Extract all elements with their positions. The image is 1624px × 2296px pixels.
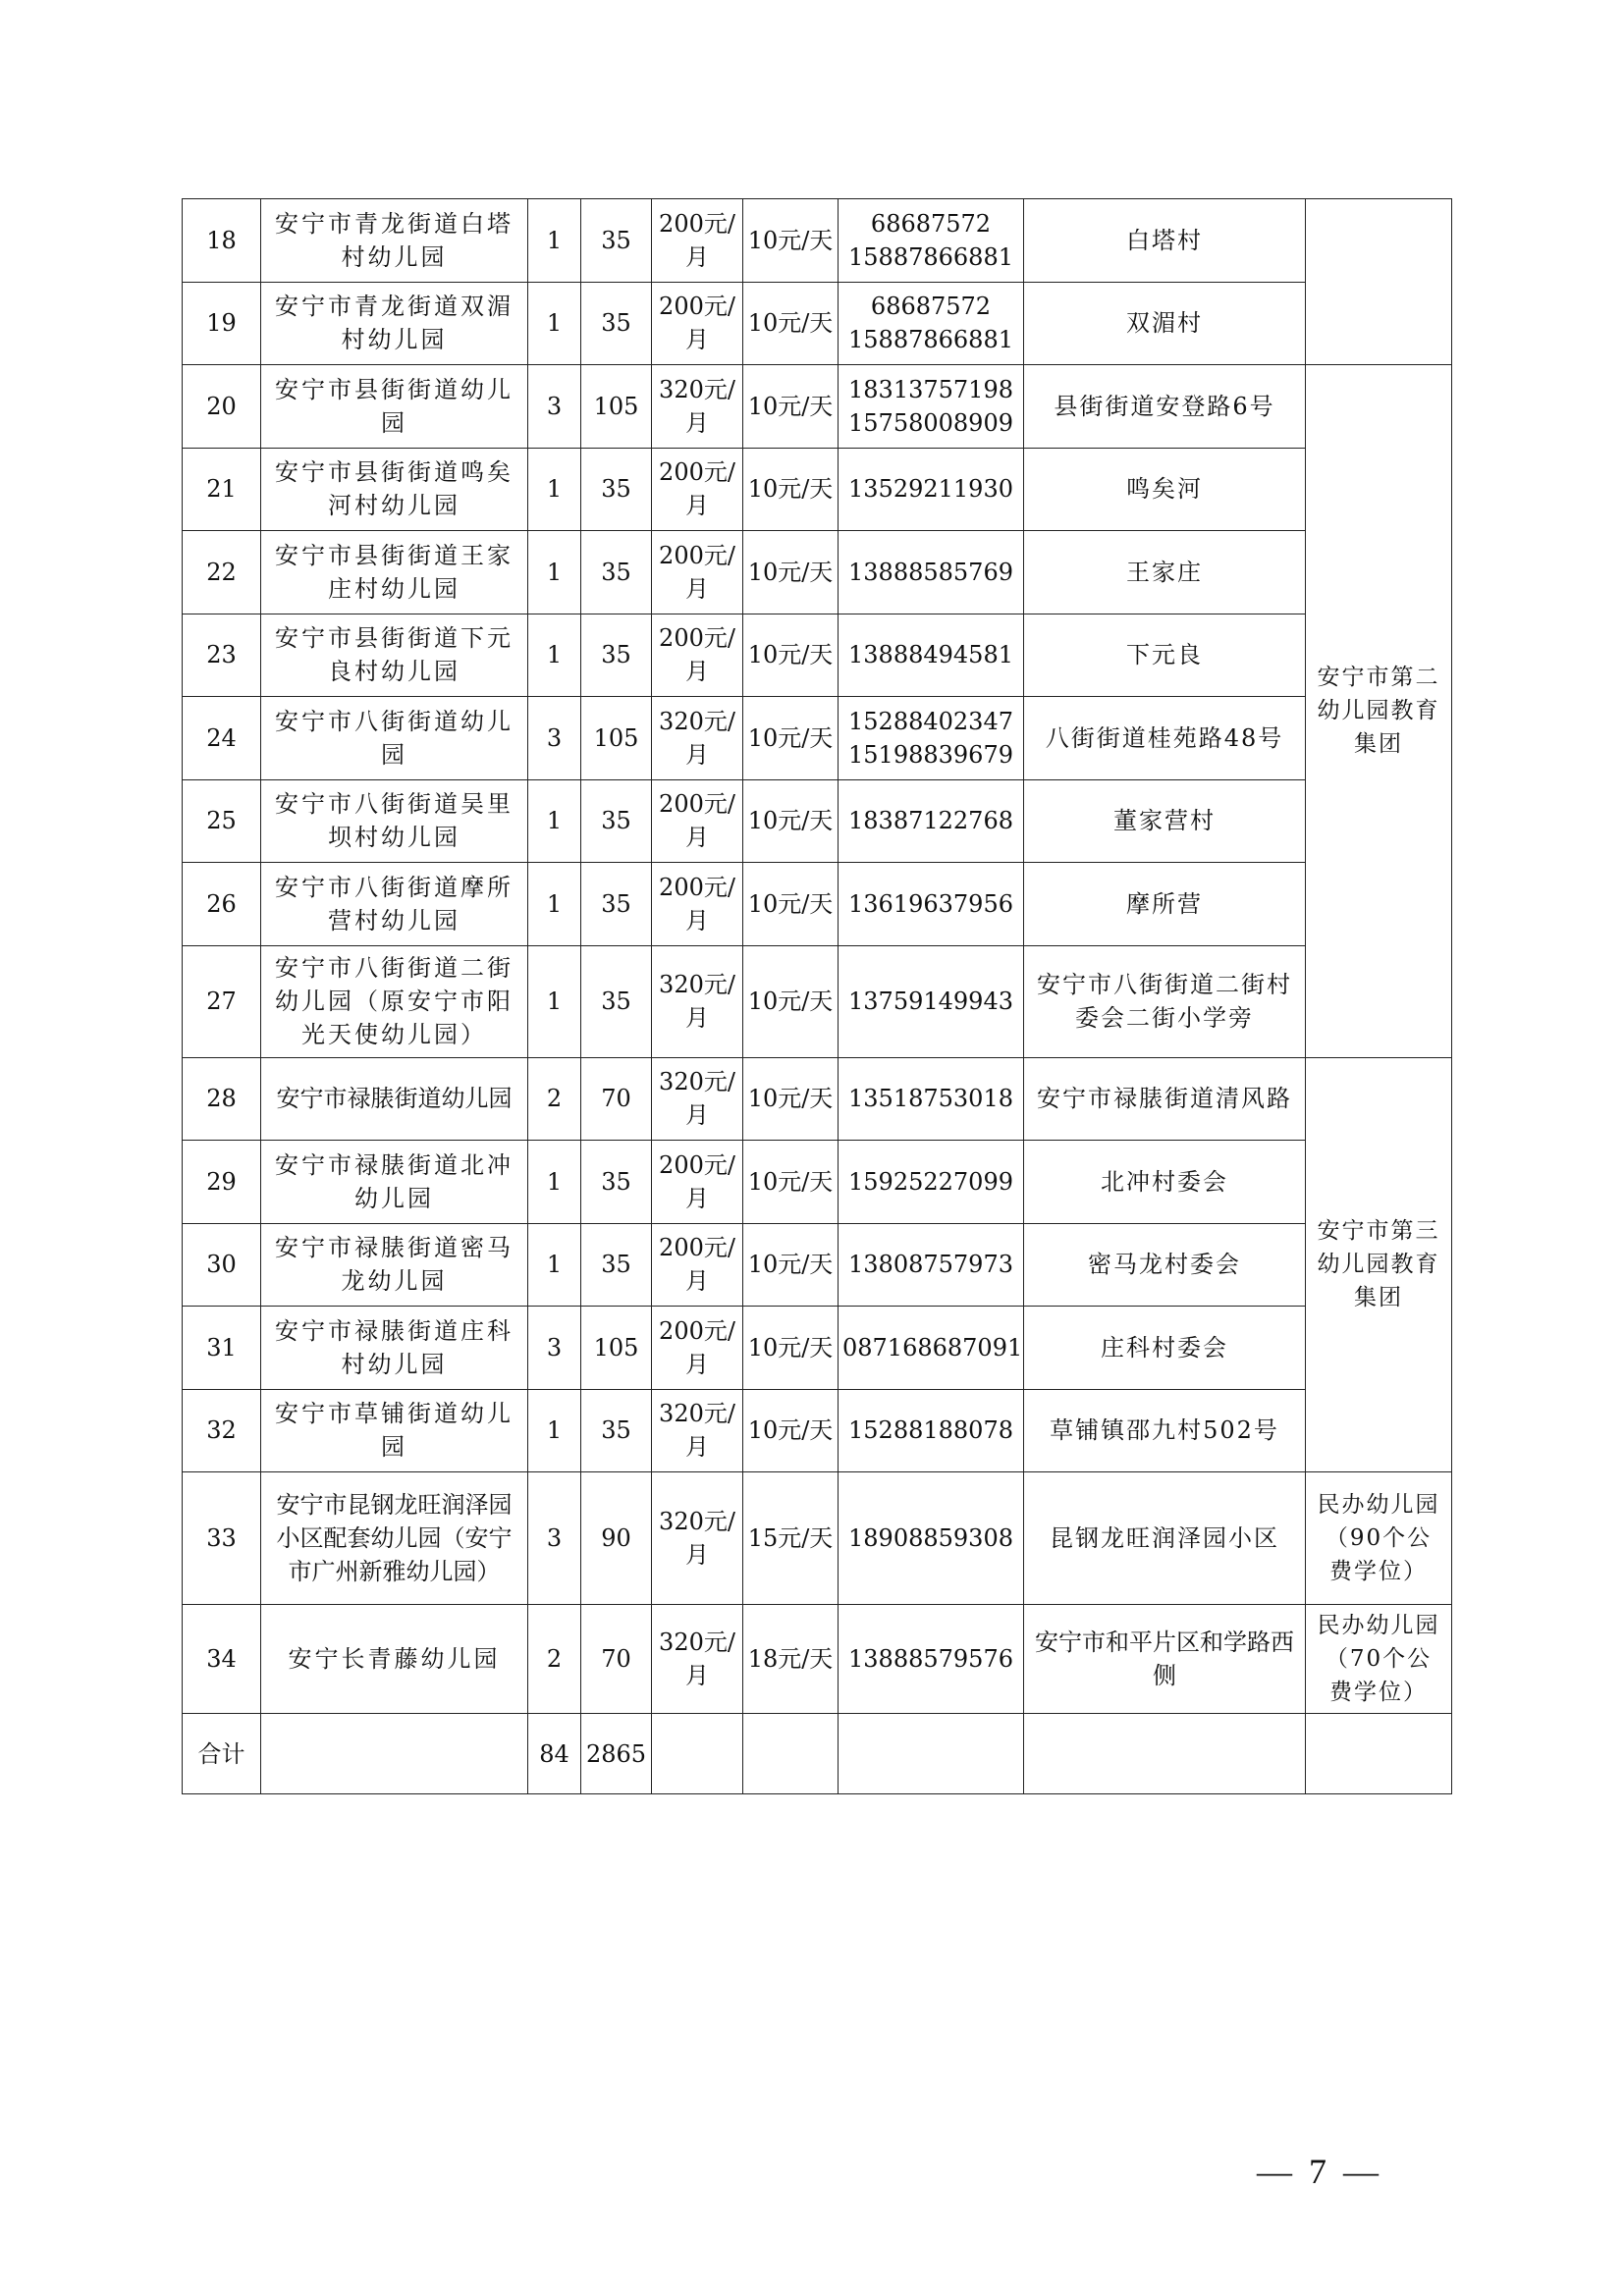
row-number: 21 — [183, 448, 261, 531]
monthly-fee: 200元/月 — [652, 614, 743, 697]
kindergarten-name: 安宁市禄脿街道密马龙幼儿园 — [261, 1223, 528, 1307]
address: 安宁市八街街道二街村委会二街小学旁 — [1024, 945, 1306, 1057]
address: 安宁市禄脿街道清风路 — [1024, 1057, 1306, 1141]
table-row — [183, 614, 1452, 697]
class-count: 1 — [528, 199, 581, 283]
table-row — [183, 282, 1452, 365]
phone-number: 15288188078 — [848, 1416, 1013, 1445]
row-number: 19 — [183, 282, 261, 365]
class-count: 2 — [528, 1057, 581, 1141]
table-row — [183, 1389, 1452, 1472]
page-number: — 7 — — [1257, 2152, 1382, 2191]
row-number: 30 — [183, 1223, 261, 1307]
contact-phone — [839, 1472, 1024, 1605]
phone-number: 15925227099 — [848, 1167, 1013, 1196]
meal-fee: 10元/天 — [743, 531, 839, 614]
table-row — [183, 1057, 1452, 1141]
table-body — [183, 199, 1452, 1714]
total-meal-fee-empty — [743, 1714, 839, 1794]
contact-phone — [839, 199, 1024, 283]
enrollment-capacity: 70 — [581, 1057, 652, 1141]
class-count: 1 — [528, 614, 581, 697]
meal-fee: 10元/天 — [743, 1223, 839, 1307]
kindergarten-name: 安宁市八街街道摩所营村幼儿园 — [261, 863, 528, 946]
phone-number: 18908859308 — [848, 1524, 1013, 1552]
phone-number: 13888579576 — [848, 1645, 1013, 1673]
table-row — [183, 1307, 1452, 1390]
row-number: 20 — [183, 365, 261, 449]
monthly-fee: 320元/月 — [652, 1057, 743, 1141]
address: 庄科村委会 — [1024, 1307, 1306, 1390]
kindergarten-name: 安宁市县街街道王家庄村幼儿园 — [261, 531, 528, 614]
contact-phone — [839, 779, 1024, 863]
total-capacity: 2865 — [581, 1714, 652, 1794]
contact-phone — [839, 448, 1024, 531]
kindergarten-name: 安宁市八街街道幼儿园 — [261, 697, 528, 780]
group-name: 安宁市第二幼儿园教育集团 — [1306, 365, 1452, 1058]
address: 安宁市和平片区和学路西侧 — [1024, 1605, 1306, 1714]
contact-phone — [839, 1223, 1024, 1307]
phone-number: 68687572 — [870, 209, 992, 238]
address: 县街街道安登路6号 — [1024, 365, 1306, 449]
total-classes: 84 — [528, 1714, 581, 1794]
monthly-fee: 200元/月 — [652, 863, 743, 946]
meal-fee: 10元/天 — [743, 863, 839, 946]
phone-number: 13759149943 — [848, 988, 1013, 1015]
table-row — [183, 779, 1452, 863]
enrollment-capacity: 35 — [581, 945, 652, 1057]
enrollment-capacity: 35 — [581, 1141, 652, 1224]
phone-number: 13888585769 — [848, 558, 1013, 586]
monthly-fee: 320元/月 — [652, 945, 743, 1057]
address: 鸣矣河 — [1024, 448, 1306, 531]
class-count: 1 — [528, 1389, 581, 1472]
contact-phone — [839, 1389, 1024, 1472]
class-count: 3 — [528, 697, 581, 780]
table-row — [183, 1472, 1452, 1605]
class-count: 2 — [528, 1605, 581, 1714]
meal-fee: 10元/天 — [743, 365, 839, 449]
contact-phone — [839, 1605, 1024, 1714]
group-name — [1306, 199, 1452, 365]
kindergarten-name: 安宁市昆钢龙旺润泽园小区配套幼儿园（安宁市广州新雅幼儿园） — [261, 1472, 528, 1605]
kindergarten-name: 安宁市禄脿街道北冲幼儿园 — [261, 1141, 528, 1224]
table-row — [183, 1223, 1452, 1307]
table-row — [183, 863, 1452, 946]
row-number: 31 — [183, 1307, 261, 1390]
total-phone-empty — [839, 1714, 1024, 1794]
monthly-fee: 320元/月 — [652, 1472, 743, 1605]
contact-phone — [839, 1307, 1024, 1390]
class-count: 3 — [528, 1307, 581, 1390]
kindergarten-name: 安宁市草铺街道幼儿园 — [261, 1389, 528, 1472]
meal-fee: 18元/天 — [743, 1605, 839, 1714]
meal-fee: 10元/天 — [743, 448, 839, 531]
meal-fee: 10元/天 — [743, 1057, 839, 1141]
phone-number: 13888494581 — [848, 641, 1013, 669]
enrollment-capacity: 35 — [581, 282, 652, 365]
row-number: 25 — [183, 779, 261, 863]
meal-fee: 10元/天 — [743, 282, 839, 365]
meal-fee: 15元/天 — [743, 1472, 839, 1605]
phone-number: 13518753018 — [848, 1085, 1013, 1113]
meal-fee: 10元/天 — [743, 1307, 839, 1390]
phone-number: 15288402347 — [848, 707, 1013, 735]
address: 草铺镇邵九村502号 — [1024, 1389, 1306, 1472]
enrollment-capacity: 35 — [581, 863, 652, 946]
meal-fee: 10元/天 — [743, 779, 839, 863]
enrollment-capacity: 90 — [581, 1472, 652, 1605]
meal-fee: 10元/天 — [743, 1389, 839, 1472]
phone-number: 13619637956 — [848, 889, 1013, 918]
row-number: 33 — [183, 1472, 261, 1605]
monthly-fee: 320元/月 — [652, 1605, 743, 1714]
contact-phone — [839, 863, 1024, 946]
monthly-fee: 200元/月 — [652, 1223, 743, 1307]
phone-number: 68687572 — [870, 293, 992, 321]
row-number: 32 — [183, 1389, 261, 1472]
phone-number: 15887866881 — [848, 326, 1013, 354]
address: 密马龙村委会 — [1024, 1223, 1306, 1307]
contact-phone — [839, 365, 1024, 449]
class-count: 1 — [528, 531, 581, 614]
group-name: 安宁市第三幼儿园教育集团 — [1306, 1057, 1452, 1472]
enrollment-capacity: 35 — [581, 779, 652, 863]
address: 下元良 — [1024, 614, 1306, 697]
meal-fee: 10元/天 — [743, 945, 839, 1057]
class-count: 1 — [528, 863, 581, 946]
phone-number: 087168687091 — [842, 1333, 1023, 1362]
class-count: 1 — [528, 1141, 581, 1224]
row-number: 24 — [183, 697, 261, 780]
class-count: 1 — [528, 282, 581, 365]
group-name: 民办幼儿园（90个公费学位） — [1306, 1472, 1452, 1605]
kindergarten-name: 安宁市青龙街道白塔村幼儿园 — [261, 199, 528, 283]
contact-phone — [839, 945, 1024, 1057]
monthly-fee: 200元/月 — [652, 531, 743, 614]
kindergarten-name: 安宁市县街街道鸣矣河村幼儿园 — [261, 448, 528, 531]
contact-phone — [839, 531, 1024, 614]
enrollment-capacity: 35 — [581, 531, 652, 614]
total-name-empty — [261, 1714, 528, 1794]
enrollment-capacity: 35 — [581, 199, 652, 283]
row-number: 27 — [183, 945, 261, 1057]
kindergarten-name: 安宁市县街街道下元良村幼儿园 — [261, 614, 528, 697]
address: 董家营村 — [1024, 779, 1306, 863]
table-row — [183, 531, 1452, 614]
phone-number: 15887866881 — [848, 242, 1013, 271]
row-number: 22 — [183, 531, 261, 614]
class-count: 1 — [528, 779, 581, 863]
contact-phone — [839, 614, 1024, 697]
row-number: 29 — [183, 1141, 261, 1224]
row-number: 23 — [183, 614, 261, 697]
kindergarten-table — [182, 198, 1452, 1794]
address: 八街街道桂苑路48号 — [1024, 697, 1306, 780]
table-row — [183, 365, 1452, 449]
address: 双湄村 — [1024, 282, 1306, 365]
monthly-fee: 200元/月 — [652, 282, 743, 365]
enrollment-capacity: 35 — [581, 614, 652, 697]
address: 北冲村委会 — [1024, 1141, 1306, 1224]
group-name: 民办幼儿园（70个公费学位） — [1306, 1605, 1452, 1714]
enrollment-capacity: 35 — [581, 1223, 652, 1307]
contact-phone — [839, 282, 1024, 365]
total-label: 合计 — [183, 1714, 261, 1794]
monthly-fee: 200元/月 — [652, 1307, 743, 1390]
contact-phone — [839, 1141, 1024, 1224]
table-row — [183, 697, 1452, 780]
phone-number: 18387122768 — [848, 807, 1013, 835]
meal-fee: 10元/天 — [743, 1141, 839, 1224]
meal-fee: 10元/天 — [743, 614, 839, 697]
monthly-fee: 200元/月 — [652, 448, 743, 531]
row-number: 26 — [183, 863, 261, 946]
meal-fee: 10元/天 — [743, 697, 839, 780]
phone-number: 15758008909 — [848, 408, 1013, 437]
enrollment-capacity: 105 — [581, 1307, 652, 1390]
phone-number: 15198839679 — [848, 740, 1013, 769]
address: 摩所营 — [1024, 863, 1306, 946]
enrollment-capacity: 35 — [581, 448, 652, 531]
kindergarten-name: 安宁市禄脿街道庄科村幼儿园 — [261, 1307, 528, 1390]
kindergarten-name: 安宁市县街街道幼儿园 — [261, 365, 528, 449]
kindergarten-name: 安宁市禄脿街道幼儿园 — [261, 1057, 528, 1141]
row-number: 18 — [183, 199, 261, 283]
kindergarten-name: 安宁长青藤幼儿园 — [261, 1605, 528, 1714]
monthly-fee: 320元/月 — [652, 1389, 743, 1472]
monthly-fee: 320元/月 — [652, 365, 743, 449]
kindergarten-name: 安宁市青龙街道双湄村幼儿园 — [261, 282, 528, 365]
class-count: 1 — [528, 448, 581, 531]
table-row — [183, 448, 1452, 531]
kindergarten-name: 安宁市八街街道吴里坝村幼儿园 — [261, 779, 528, 863]
enrollment-capacity: 105 — [581, 365, 652, 449]
address: 白塔村 — [1024, 199, 1306, 283]
meal-fee: 10元/天 — [743, 199, 839, 283]
monthly-fee: 200元/月 — [652, 1141, 743, 1224]
phone-number: 13529211930 — [848, 475, 1013, 504]
kindergarten-name: 安宁市八街街道二街幼儿园（原安宁市阳光天使幼儿园） — [261, 945, 528, 1057]
enrollment-capacity: 105 — [581, 697, 652, 780]
enrollment-capacity: 70 — [581, 1605, 652, 1714]
enrollment-capacity: 35 — [581, 1389, 652, 1472]
monthly-fee: 200元/月 — [652, 199, 743, 283]
monthly-fee: 200元/月 — [652, 779, 743, 863]
total-address-empty — [1024, 1714, 1306, 1794]
table-row — [183, 1605, 1452, 1714]
row-number: 34 — [183, 1605, 261, 1714]
address: 昆钢龙旺润泽园小区 — [1024, 1472, 1306, 1605]
class-count: 3 — [528, 1472, 581, 1605]
table-row — [183, 945, 1452, 1057]
row-number: 28 — [183, 1057, 261, 1141]
total-fee-empty — [652, 1714, 743, 1794]
phone-number: 13808757973 — [848, 1251, 1013, 1279]
total-row — [183, 1714, 1452, 1794]
class-count: 3 — [528, 365, 581, 449]
address: 王家庄 — [1024, 531, 1306, 614]
monthly-fee: 320元/月 — [652, 697, 743, 780]
table-row — [183, 1141, 1452, 1224]
total-group-empty — [1306, 1714, 1452, 1794]
class-count: 1 — [528, 945, 581, 1057]
class-count: 1 — [528, 1223, 581, 1307]
table-row — [183, 199, 1452, 283]
contact-phone — [839, 697, 1024, 780]
contact-phone — [839, 1057, 1024, 1141]
phone-number: 18313757198 — [848, 375, 1013, 403]
